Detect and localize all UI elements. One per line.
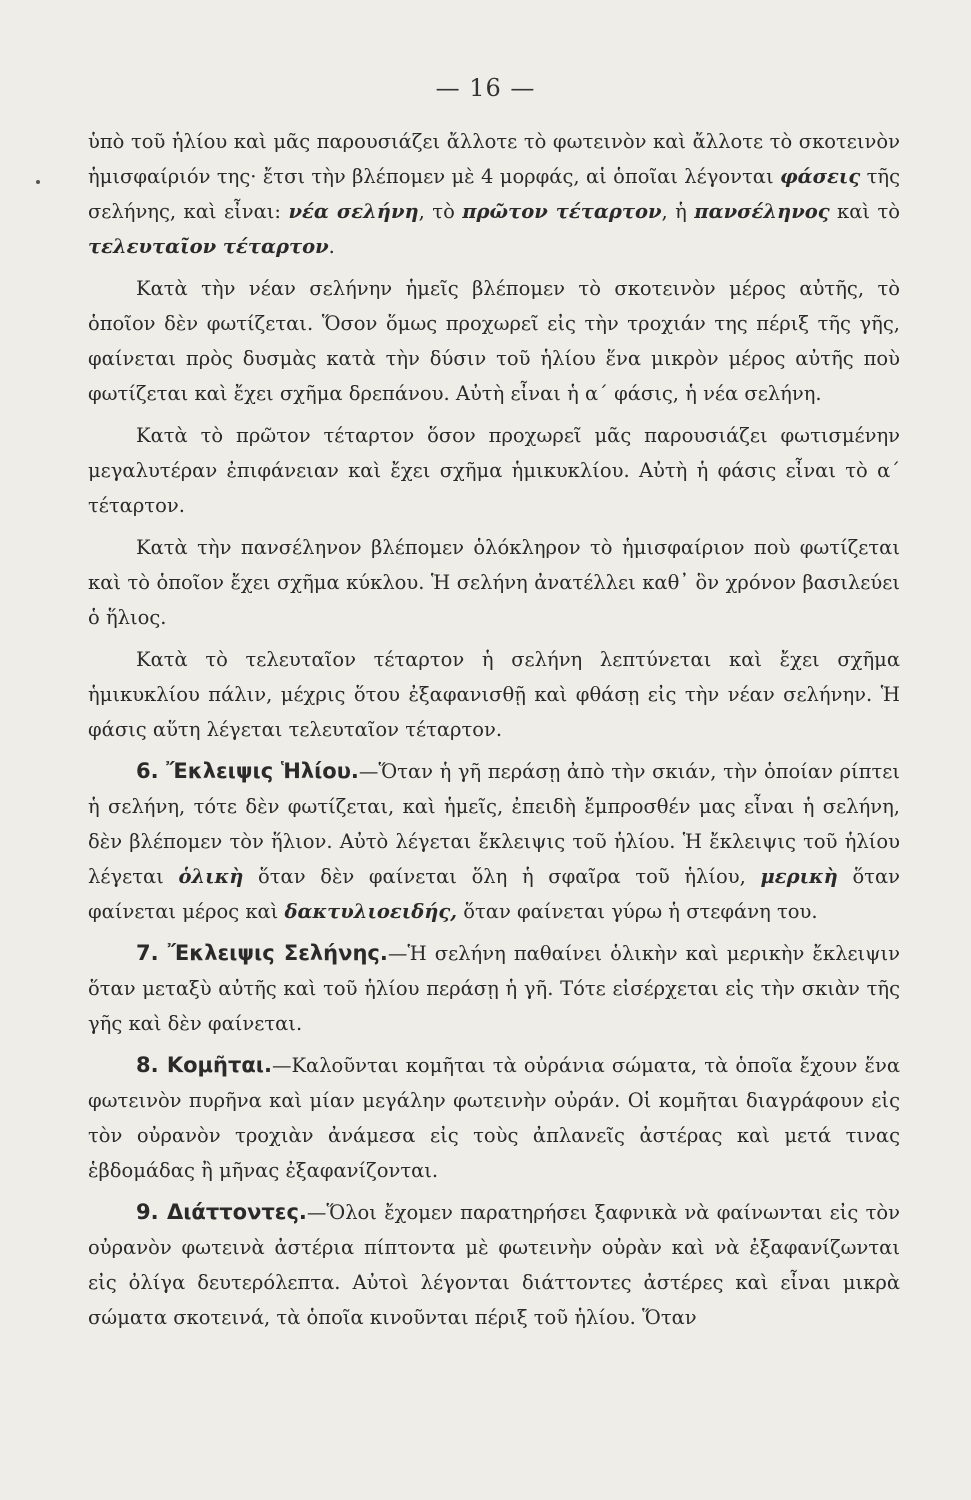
section-text: ὅταν δὲν φαίνεται ὅλη ἡ σφαῖρα τοῦ ἡλίου, bbox=[243, 865, 761, 888]
term-annular: δακτυλιοειδής, bbox=[284, 900, 458, 923]
paragraph-last-quarter: Κατὰ τὸ τελευταῖον τέταρτον ἡ σελήνη λεπτύνεται καὶ ἔχει σχῆμα ἡμικυκλίου πάλιν, μέχρις ὅτου ἐξαφανισθῇ καὶ φθάσῃ εἰς τὴν νέαν σελήνην. Ἡ φάσις αὕτη λέγεται τελευταῖον τέταρτον. bbox=[88, 648, 900, 741]
section-lunar-eclipse bbox=[88, 936, 900, 1041]
paragraph-moon-phases bbox=[88, 124, 900, 264]
section-comets bbox=[88, 1048, 900, 1188]
term-phases: φάσεις bbox=[780, 165, 861, 188]
term-partial: μερικὴ bbox=[760, 865, 838, 888]
intro-text: . bbox=[328, 235, 335, 258]
term-last-quarter: τελευταῖον τέταρτον bbox=[88, 235, 329, 258]
intro-text: , ἡ bbox=[661, 200, 695, 223]
paragraph-new-moon: Κατὰ τὴν νέαν σελήνην ἡμεῖς βλέπομεν τὸ σκοτεινὸν μέρος αὐτῆς, τὸ ὁποῖον δὲν φωτίζεται. Ὅσον ὅμως προχωρεῖ εἰς τὴν τροχιάν της πέριξ τῆς γῆς, φαίνεται πρὸς δυσμὰς κατὰ τὴν δύσιν τοῦ ἡλίου ἕνα μικρὸν μέρος αὐτῆς ποὺ φωτίζεται καὶ ἔχει σχῆμα δρεπάνου. Αὐτὴ εἶναι ἡ α΄ φάσις, ἡ νέα σελήνη. bbox=[88, 277, 900, 405]
section-text: —Ὅλοι ἔχομεν παρατηρήσει ξαφνικὰ νὰ φαίνωνται εἰς τὸν οὐρανὸν φωτεινὰ ἀστέρια πίπτοντα μὲ φωτεινὴν οὐρὰν καὶ νὰ ἐξαφανίζωνται εἰς ὀλίγα δευτερόλεπτα. Αὐτοὶ λέγονται διάττοντες ἀστέρες καὶ εἶναι μικρὰ σώματα σκοτεινά, τὰ ὁποῖα κινοῦνται πέριξ τοῦ ἡλίου. Ὅταν bbox=[88, 1201, 900, 1329]
section-heading: 9. Διάττοντες. bbox=[136, 1200, 307, 1224]
intro-text: καὶ τὸ bbox=[829, 200, 901, 223]
intro-text: τῆς σελήνης, καὶ εἶναι: bbox=[88, 165, 900, 223]
page-number: — 16 — bbox=[435, 74, 536, 102]
section-text: —Ὅταν ἡ γῆ περάσῃ ἀπὸ τὴν σκιάν, τὴν ὁποίαν ρίπτει ἡ σελήνη, τότε δὲν φωτίζεται, καὶ ἡμεῖς, ἐπειδὴ ἔμπροσθέν μας εἶναι ἡ σελήνη, δὲν βλέπομεν τὸν ἥλιον. Αὐτὸ λέγεται ἔκλειψις τοῦ ἡλίου. Ἡ ἔκλειψις τοῦ ἡλίου λέγεται bbox=[88, 760, 900, 888]
intro-text: ὑπὸ τοῦ ἡλίου καὶ μᾶς παρουσιάζει ἄλλοτε τὸ φωτεινὸν καὶ ἄλλοτε τὸ σκοτεινὸν ἡμισφαίριόν της· ἔτσι τὴν βλέπομεν μὲ 4 μορφάς, αἱ ὁποῖαι λέγονται bbox=[88, 130, 900, 188]
section-heading: 8. Κομῆται. bbox=[136, 1053, 272, 1077]
term-full-moon: πανσέληνος bbox=[694, 200, 830, 223]
term-first-quarter: πρῶτον τέταρτον bbox=[462, 200, 662, 223]
section-text: ὅταν φαίνεται γύρω ἡ στεφάνη του. bbox=[457, 900, 818, 923]
section-heading: 7. Ἔκλειψις Σελήνης. bbox=[136, 941, 388, 965]
section-meteors bbox=[88, 1195, 900, 1335]
term-new-moon: νέα σελήνη bbox=[288, 200, 419, 223]
section-text: —Καλοῦνται κομῆται τὰ οὐράνια σώματα, τὰ ὁποῖα ἔχουν ἕνα φωτεινὸν πυρῆνα καὶ μίαν μεγάλην φωτεινὴν οὐράν. Οἱ κομῆται διαγράφουν εἰς τὸν οὐρανὸν τροχιὰν ἀνάμεσα εἰς τοὺς ἀπλανεῖς ἀστέρας καὶ μετά τινας ἑβδομάδας ἢ μῆνας ἐξαφανίζονται. bbox=[88, 1054, 900, 1182]
section-solar-eclipse bbox=[88, 754, 900, 929]
stray-ink-dot bbox=[36, 180, 40, 184]
section-heading: 6. Ἔκλειψις Ἡλίου. bbox=[136, 759, 359, 783]
section-text: —Ἡ σελήνη παθαίνει ὁλικὴν καὶ μερικὴν ἔκλειψιν ὅταν μεταξὺ αὐτῆς καὶ τοῦ ἡλίου περάσῃ ἡ γῆ. Τότε εἰσέρχεται εἰς τὴν σκιὰν τῆς γῆς καὶ δὲν φαίνεται. bbox=[88, 942, 900, 1035]
body-text bbox=[88, 124, 900, 1342]
paragraph-first-quarter: Κατὰ τὸ πρῶτον τέταρτον ὅσον προχωρεῖ μᾶς παρουσιάζει φωτισμένην μεγαλυτέραν ἐπιφάνειαν καὶ ἔχει σχῆμα ἡμικυκλίου. Αὐτὴ ἡ φάσις εἶναι τὸ α΄ τέταρτον. bbox=[88, 424, 900, 517]
section-text: ὅταν φαίνεται μέρος καὶ bbox=[88, 865, 900, 923]
paragraph-full-moon: Κατὰ τὴν πανσέληνον βλέπομεν ὁλόκληρον τὸ ἡμισφαίριον ποὺ φωτίζεται καὶ τὸ ὁποῖον ἔχει σχῆμα κύκλου. Ἡ σελήνη ἀνατέλλει καθ᾽ ὃν χρόνον βασιλεύει ὁ ἥλιος. bbox=[88, 536, 900, 629]
term-total: ὁλικὴ bbox=[178, 865, 244, 888]
intro-text: , τὸ bbox=[418, 200, 463, 223]
